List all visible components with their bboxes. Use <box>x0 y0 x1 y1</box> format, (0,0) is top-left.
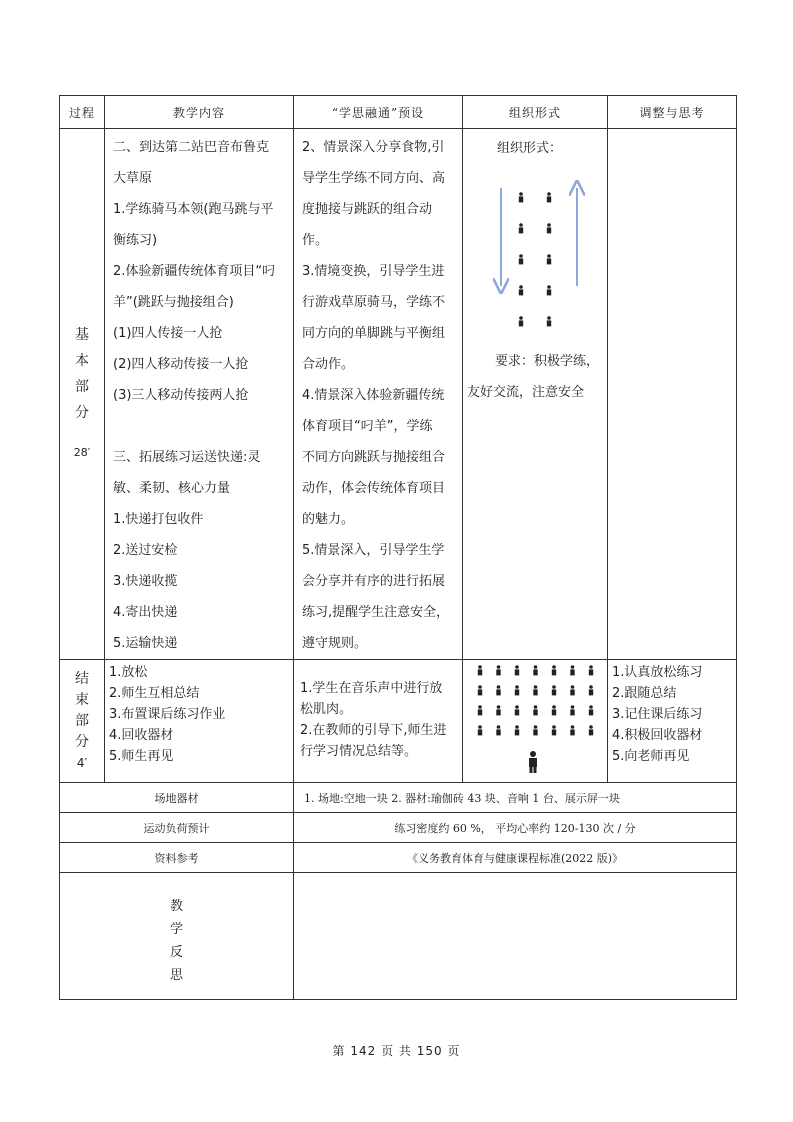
org-title: 组织形式： <box>497 141 563 156</box>
text-line: 3.情境变换，引导学生进 <box>302 264 445 279</box>
basic-adjustment-cell <box>608 129 737 660</box>
person-icon <box>552 705 556 715</box>
reflection-content <box>294 873 737 1000</box>
text-line: 的魅力。 <box>302 512 355 527</box>
person-icon <box>570 725 574 735</box>
text-line: 松肌肉。 <box>300 702 353 717</box>
header-adjustment: 调整与思考 <box>608 96 737 129</box>
venue-label-cell <box>60 783 294 813</box>
basic-side-3: 部 <box>75 379 89 395</box>
text-line: 3.快递收揽 <box>113 574 178 589</box>
ending-side-2: 束 <box>75 691 89 708</box>
person-icon <box>533 725 537 735</box>
text-line: 行游戏草原骑马，学练不 <box>302 295 446 310</box>
reference-row <box>60 843 737 873</box>
header-organization: 组织形式 <box>463 96 608 129</box>
text-line: 2.跟随总结 <box>612 686 677 701</box>
person-icon <box>515 685 519 695</box>
text-line: 会分享并有序的进行拓展 <box>302 574 446 589</box>
basic-content-cell <box>105 129 294 660</box>
reflection-3: 反 <box>169 945 183 960</box>
formation-diagram <box>463 156 608 346</box>
text-line: 1.认真放松练习 <box>612 665 703 680</box>
reflection-4: 思 <box>169 968 183 983</box>
basic-preset-cell <box>294 129 463 660</box>
person-icon <box>589 685 593 695</box>
person-icon <box>478 705 482 715</box>
person-icon <box>478 725 482 735</box>
text-line: 2.体验新疆传统体育项目“叼 <box>113 264 276 279</box>
basic-part-label <box>60 129 105 660</box>
requirement-line-2: 友好交流，注意安全 <box>467 385 585 400</box>
header-preset: “学思融通”预设 <box>294 96 463 129</box>
person-icon <box>547 223 551 233</box>
text-line: 作。 <box>302 233 329 248</box>
person-icon <box>519 223 523 233</box>
load-value: 练习密度约 60 %， 平均心率约 120-130 次 / 分 <box>294 813 737 843</box>
text-line: 敏、柔韧、核心力量 <box>113 481 231 496</box>
text-line: 4.回收器材 <box>109 728 174 743</box>
person-icon <box>552 685 556 695</box>
load-label: 运动负荷预计 <box>143 821 210 835</box>
ending-side-3: 部 <box>75 712 89 729</box>
text-line: 衡练习) <box>113 233 158 248</box>
ending-side-1: 结 <box>75 670 89 687</box>
text-line: 3.布置课后练习作业 <box>109 707 226 722</box>
text-line: 同方向的单脚跳与平衡组 <box>302 326 446 341</box>
person-icon <box>589 665 593 675</box>
basic-organization-cell <box>463 129 608 660</box>
person-icon <box>496 665 500 675</box>
teacher-icon <box>529 751 537 773</box>
ending-adjustment-cell <box>608 660 737 783</box>
ending-time: 4′ <box>76 755 88 770</box>
text-line: 1.学练骑马本领(跑马跳与平 <box>113 202 274 217</box>
text-line: 度抛接与跳跃的组合动 <box>302 202 433 217</box>
basic-side-4: 分 <box>75 405 89 421</box>
ending-preset-cell <box>294 660 463 783</box>
person-icon <box>478 685 482 695</box>
venue-label: 场地器材 <box>154 791 199 805</box>
basic-preset-lines <box>294 129 462 659</box>
person-icon <box>589 725 593 735</box>
text-line: 练习,提醒学生注意安全， <box>302 605 450 620</box>
person-icon <box>496 685 500 695</box>
text-line: 5.师生再见 <box>109 749 174 764</box>
person-icon <box>515 705 519 715</box>
reference-value: 《义务教育体育与健康课程标准(2022 版)》 <box>294 843 737 873</box>
load-label-cell <box>60 813 294 843</box>
person-icon <box>496 725 500 735</box>
requirement-line-1: 要求：积极学练， <box>495 354 600 369</box>
person-icon <box>515 665 519 675</box>
org-requirement <box>463 346 607 408</box>
text-line: 1.学生在音乐声中进行放 <box>300 681 443 696</box>
basic-side-2: 本 <box>75 353 89 369</box>
person-icon <box>589 705 593 715</box>
page-footer: 第 142 页 共 150 页 <box>332 1044 461 1058</box>
person-icon <box>570 665 574 675</box>
person-icon <box>547 316 551 326</box>
person-icon <box>519 254 523 264</box>
ending-part-row <box>60 660 737 783</box>
ending-side-4: 分 <box>75 733 89 750</box>
ending-formation-diagram <box>463 660 608 778</box>
reference-label: 资料参考 <box>154 851 199 865</box>
person-icon <box>547 285 551 295</box>
text-line: 导学生学练不同方向、高 <box>302 171 446 186</box>
person-icon <box>570 705 574 715</box>
student-figures <box>519 192 551 326</box>
text-line: 遵守规则。 <box>302 636 368 651</box>
text-line: 1.快递打包收件 <box>113 512 204 527</box>
person-icon <box>496 705 500 715</box>
ending-organization-cell <box>463 660 608 783</box>
text-line: 不同方向跳跃与抛接组合 <box>302 450 446 465</box>
reference-label-cell <box>60 843 294 873</box>
text-line: 2、情景深入分享食物,引 <box>302 140 445 155</box>
ending-content-cell <box>105 660 294 783</box>
venue-row <box>60 783 737 813</box>
text-line: (2)四人移动传接一人抢 <box>113 357 249 372</box>
text-line: 二、到达第二站巴音布鲁克 <box>113 140 270 155</box>
reflection-label <box>60 873 294 1000</box>
header-content: 教学内容 <box>105 96 294 129</box>
text-line: 羊”(跳跃与抛接组合) <box>113 295 234 310</box>
ending-preset-lines <box>294 660 462 762</box>
basic-side-1: 基 <box>75 327 89 343</box>
ending-content-lines <box>105 660 293 767</box>
text-line: 大草原 <box>113 171 153 186</box>
person-icon <box>570 685 574 695</box>
person-icon <box>515 725 519 735</box>
text-line: 4.情景深入体验新疆传统 <box>302 388 445 403</box>
person-icon <box>547 254 551 264</box>
text-line: 行学习情况总结等。 <box>300 744 418 759</box>
text-line <box>113 411 289 442</box>
text-line: (1)四人传接一人抢 <box>113 326 223 341</box>
basic-part-row <box>60 129 737 660</box>
text-line: 1.放松 <box>109 665 148 680</box>
text-line: 5.情景深入，引导学生学 <box>302 543 445 558</box>
venue-value: 1. 场地:空地一块 2. 器材:瑜伽砖 43 块、音响 1 台、展示屏一块 <box>294 783 737 813</box>
person-icon <box>533 685 537 695</box>
person-icon <box>552 665 556 675</box>
ending-part-label <box>60 660 105 783</box>
text-line: 2.在教师的引导下,师生进 <box>300 723 447 738</box>
text-line: 合动作。 <box>302 357 355 372</box>
load-row <box>60 813 737 843</box>
reflection-1: 教 <box>169 899 183 914</box>
person-icon <box>533 665 537 675</box>
text-line: 2.送过安检 <box>113 543 178 558</box>
ending-student-figures <box>478 665 593 735</box>
ending-adjust-lines <box>608 660 736 767</box>
text-line: (3)三人移动传接两人抢 <box>113 388 249 403</box>
person-icon <box>519 285 523 295</box>
text-line: 体育项目“叼羊”，学练 <box>302 419 433 434</box>
header-row <box>60 96 737 129</box>
lesson-plan-table <box>59 95 737 1000</box>
text-line: 3.记住课后练习 <box>612 707 703 722</box>
person-icon <box>478 665 482 675</box>
header-process: 过程 <box>60 96 105 129</box>
reflection-row <box>60 873 737 1000</box>
text-line: 2.师生互相总结 <box>109 686 200 701</box>
person-icon <box>547 192 551 202</box>
person-icon <box>519 192 523 202</box>
text-line: 5.向老师再见 <box>612 749 690 764</box>
person-icon <box>519 316 523 326</box>
person-icon <box>533 705 537 715</box>
text-line: 5.运输快递 <box>113 636 178 651</box>
text-line: 三、拓展练习运送快递:灵 <box>113 450 261 465</box>
reflection-2: 学 <box>169 922 183 937</box>
basic-time: 28′ <box>73 446 91 459</box>
text-line: 动作，体会传统体育项目 <box>302 481 446 496</box>
basic-content-lines <box>105 129 293 659</box>
text-line: 4.积极回收器材 <box>612 728 703 743</box>
person-icon <box>552 725 556 735</box>
text-line: 4.寄出快递 <box>113 605 178 620</box>
